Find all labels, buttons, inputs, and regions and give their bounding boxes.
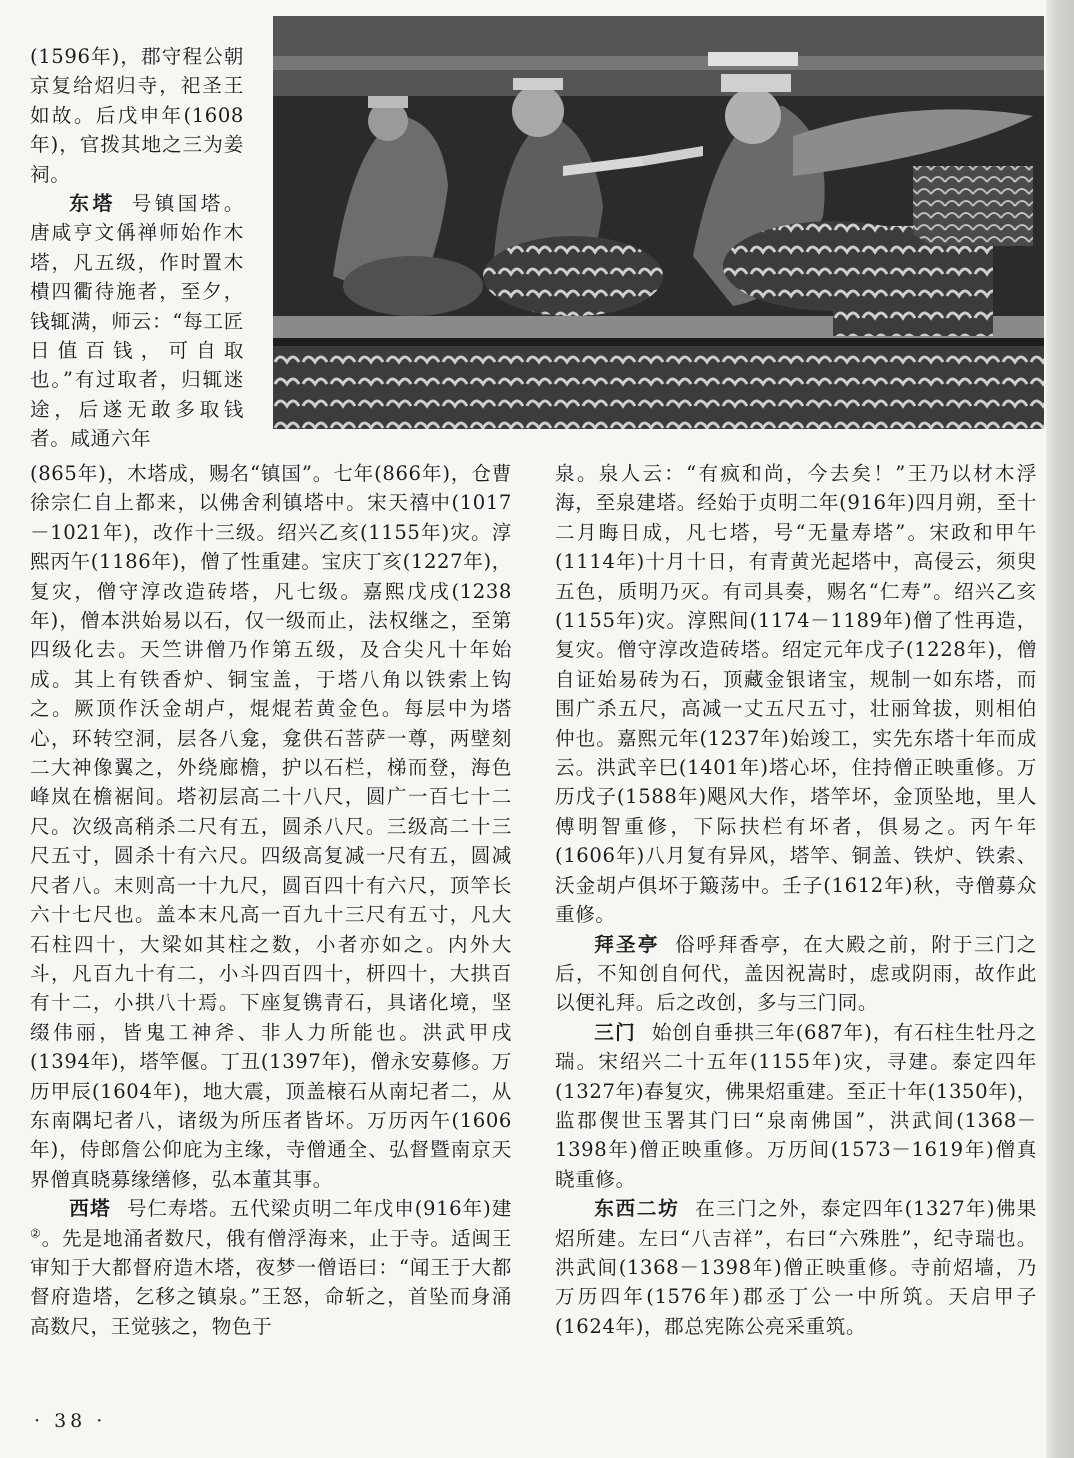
east-tower-body: (865年)，木塔成，赐名“镇国”。七年(866年)，仓曹徐宗仁自上都来，以佛舍利镇塔中。宋天禧中(1017－1021年)，改作十三级。绍兴乙亥(1155年)灾。淳熙丙午(1186年)，僧了性重建。宝庆丁亥(1227年)，复灾，僧守淳改造砖塔，凡七级。嘉熙戊戌(1238年)，僧本洪始易以石，仅一级而止，法权继之，至第四级化去。天竺讲僧乃作第五级，及合尖凡十年始成。其上有铁香炉、铜宝盖，于塔八角以铁索上钩之。厥顶作沃金胡卢，焜焜若黄金色。每层中为塔心，环转空洞，层各八龛，龛供石菩萨一尊，两壁刻二大神像翼之，外绕廊檐，护以石栏，梯而登，海色峰岚在檐裾间。塔初层高二十八尺，圆广一百七十二尺。次级高稍杀二尺有五，圆杀八尺。三级高二十三尺五寸，圆杀十有六尺。四级高复减一尺有五，圆减尺者八。末则高一十九尺，圆百四十有六尺，顶竿长六十七尺也。盖本末凡高一百九十三尺有五寸，凡大石柱四十，大梁如其柱之数，小者亦如之。内外大斗，凡百九十有二，小斗四百四十，枅四十，大拱百有十二，小拱八十焉。下座复镌青石，具诸化境，坚缀伟丽，皆鬼工神斧、非人力所能也。洪武甲戌(1394年)，塔竿偃。丁丑(1397年)，僧永安募修。万历甲辰(1604年)，地大震，顶盖榱石从南圮者二，从东南隅圮者八，诸级为所压者皆坏。万历丙午(1606年)，侍郎詹公仰庇为主缘，寺僧通全、弘督暨南京天界僧真晓募缘缮修，弘本董其事。 xyxy=(30,462,512,1191)
west-tower-paragraph xyxy=(30,1194,512,1341)
figure-photo xyxy=(273,16,1044,429)
arches-heading: 东西二坊 xyxy=(594,1197,680,1221)
arches-paragraph xyxy=(555,1194,1037,1341)
east-tower-paragraph xyxy=(30,189,244,454)
left-column-upper xyxy=(30,42,244,454)
west-tower-body-b: 。先是地涌者数尺，俄有僧浮海来，止于寺。适闽王审知于大都督府造木塔，夜梦一僧语曰：“闻王于大都督府造塔，乞移之镇泉。”王怒，命斩之，首坠而身涌高数尺，王觉骇之，物色于 xyxy=(30,1226,512,1338)
west-tower-body-a: 号仁寿塔。五代梁贞明二年戊申(916年)建 xyxy=(126,1197,513,1221)
west-tower-heading: 西塔 xyxy=(69,1197,112,1221)
right-column xyxy=(555,459,1037,1341)
east-tower-heading: 东塔 xyxy=(69,192,117,216)
three-gates-body: 始创自垂拱三年(687年)，有石柱生牡丹之瑞。宋绍兴二十五年(1155年)灾，寻建。泰定四年(1327年)春复灾，佛果炤重建。至正十年(1350年)，监郡偰世玉署其门曰“泉南佛国”，洪武间(1368－1398年)僧正映重修。万历间(1573－1619年)僧真晓重修。 xyxy=(555,1020,1038,1191)
page-number: · 38 · xyxy=(34,1410,107,1432)
west-tower-continued: 泉。泉人云：“有疯和尚，今去矣！”王乃以材木浮海，至泉建塔。经始于贞明二年(916年)四月朔，至十二月晦日成，凡七塔，号“无量寿塔”。宋政和甲午(1114年)十月十日，有青黄光起塔中，高侵云，须臾五色，质明乃灭。有司具奏，赐名“仁寿”。绍兴乙亥(1155年)灾。淳熙间(1174－1189年)僧了性再造，复灾。僧守淳改造砖塔。绍定元年戊子(1228年)，僧自证始易砖为石，顶藏金银诸宝，规制一如东塔，而围广杀五尺，高减一丈五尺五寸，壮丽耸拔，则相伯仲也。嘉熙元年(1237年)始竣工，实先东塔十年而成云。洪武辛巳(1401年)塔心坏，住持僧正映重修。万历戊子(1588年)飓风大作，塔竿坏，金顶坠地，里人傅明智重修，下际扶栏有坏者，俱易之。丙午年(1606年)八月复有异风，塔竿、铜盖、铁炉、铁索、沃金胡卢俱坏于簸荡中。壬子(1612年)秋，寺僧募众重修。 xyxy=(555,462,1037,927)
three-gates-paragraph xyxy=(555,1018,1037,1194)
arches-body: 在三门之外，泰定四年(1327年)佛果炤所建。左曰“八吉祥”，右曰“六殊胜”，纪寺瑞也。洪武间(1368－1398年)僧正映重修。寺前炤墙，乃万历四年(1576年)郡丞丁公一中所筑。天启甲子(1624年)，郡总宪陈公亮采重筑。 xyxy=(555,1197,1037,1338)
page-edge-shadow xyxy=(1046,0,1074,1458)
paragraph-continued: (1596年)，郡守程公朝京复给炤归寺，祀圣王如故。后戊申年(1608年)，官拨其地之三为姜祠。 xyxy=(30,45,244,186)
worship-pavilion-paragraph xyxy=(555,930,1037,1018)
east-tower-intro: 号镇国塔。唐咸亨文偁禅师始作木塔，凡五级，作时置木樻四衢待施者，至夕，钱辄满，师云：“每工匠日值百钱，可自取也。”有过取者，归辄迷途，后遂无敢多取钱者。咸通六年 xyxy=(30,192,245,451)
three-gates-heading: 三门 xyxy=(594,1020,637,1044)
left-column-main xyxy=(30,459,512,1341)
footnote-marker: ② xyxy=(30,1226,42,1241)
worship-pavilion-body: 俗呼拜香亭，在大殿之前，附于三门之后，不知创自何代，盖因祝嵩时，虑或阴雨，故作此以便礼拜。后之改创，多与三门同。 xyxy=(555,932,1037,1015)
apsara-carving-image xyxy=(273,16,1044,429)
worship-pavilion-heading: 拜圣亭 xyxy=(594,932,660,956)
